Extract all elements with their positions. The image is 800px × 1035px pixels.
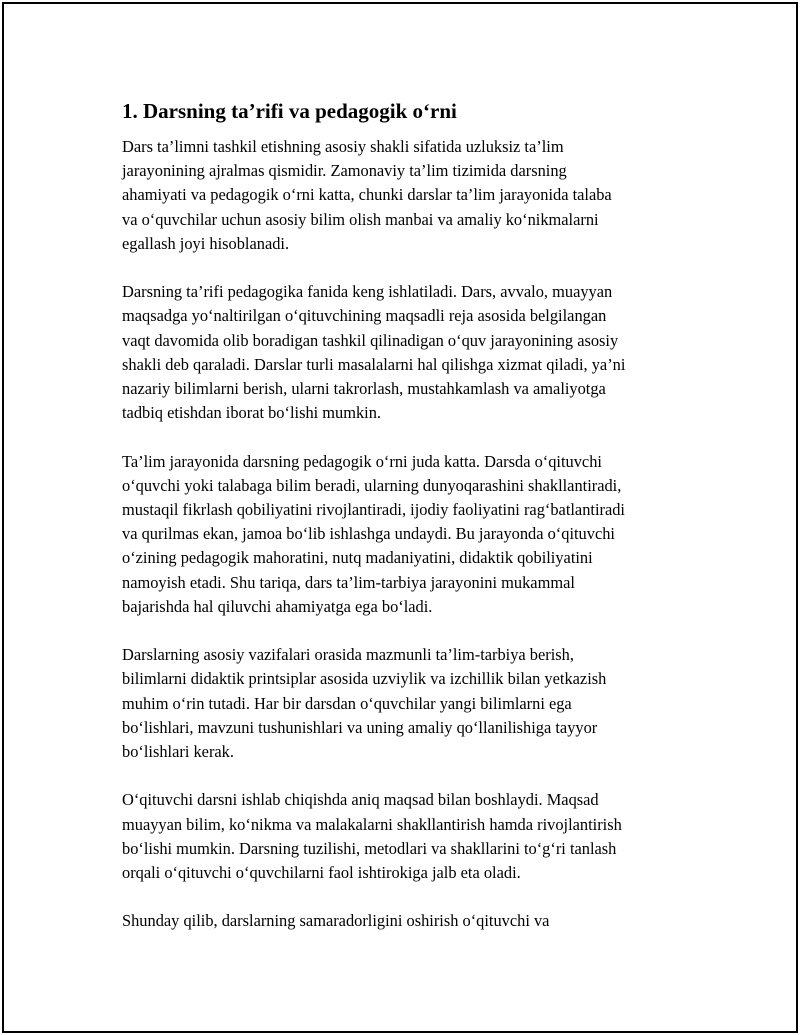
text-line: bo‘lishlari kerak. [122,742,234,762]
paragraph-3 [122,450,702,619]
paragraph-1 [122,135,702,256]
text-line: O‘qituvchi darsni ishlab chiqishda aniq maqsad bilan boshlaydi. Maqsad [122,790,599,810]
text-line: nazariy bilimlarni berish, ularni takrorlash, mustahkamlash va amaliyotga [122,379,606,399]
text-line: bajarishda hal qiluvchi ahamiyatga ega bo‘ladi. [122,596,433,616]
text-line: Ta’lim jarayonida darsning pedagogik o‘rni juda katta. Darsda o‘qituvchi [122,451,602,471]
text-line: Shunday qilib, darslarning samaradorligini oshirish o‘qituvchi va [122,911,550,931]
text-line: ahamiyati va pedagogik o‘rni katta, chunki darslar ta’lim jarayonida talaba [122,185,612,205]
text-line: namoyish etadi. Shu tariqa, dars ta’lim-tarbiya jarayonini mukammal [122,572,575,592]
text-line: bo‘lishlari, mavzuni tushunishlari va uning amaliy qo‘llanilishiga tayyor [122,717,598,737]
text-line: bilimlarni didaktik printsiplar asosida uzviylik va izchillik bilan yetkazish [122,669,607,689]
text-line: muhim o‘rin tutadi. Har bir darsdan o‘quvchilar yangi bilimlarni ega [122,693,572,713]
text-line: o‘zining pedagogik mahoratini, nutq madaniyatini, didaktik qobiliyatini [122,548,593,568]
text-line: Darslarning asosiy vazifalari orasida mazmunli ta’lim-tarbiya berish, [122,645,574,665]
paragraph-6 [122,909,702,933]
text-line: bo‘lishi mumkin. Darsning tuzilishi, metodlari va shakllarini to‘g‘ri tanlash [122,838,617,858]
text-line: va o‘quvchilar uchun asosiy bilim olish manbai va amaliy ko‘nikmalarni [122,209,599,229]
section-heading: 1. Darsning ta’rifi va pedagogik o‘rni [122,99,457,123]
paragraph-2 [122,280,702,425]
text-line: shakli deb qaraladi. Darslar turli masalalarni hal qilishga xizmat qiladi, ya’ni [122,354,626,374]
paragraph-4 [122,643,702,764]
text-line: orqali o‘qituvchi o‘quvchilarni faol ishtirokiga jalb eta oladi. [122,863,521,883]
text-line: egallash joyi hisoblanadi. [122,233,290,253]
text-line: Dars ta’limni tashkil etishning asosiy shakli sifatida uzluksiz ta’lim [122,137,564,156]
text-line: maqsadga yo‘naltirilgan o‘qituvchining maqsadli reja asosida belgilangan [122,306,607,326]
paragraph-5 [122,788,702,885]
text-line: va qurilmas ekan, jamoa bo‘lib ishlashga undaydi. Bu jarayonda o‘qituvchi [122,524,615,544]
text-line: mustaqil fikrlash qobiliyatini rivojlantiradi, ijodiy faoliyatini rag‘batlantiradi [122,500,625,520]
text-line: Darsning ta’rifi pedagogika fanida keng ishlatiladi. Dars, avvalo, muayyan [122,282,613,302]
text-line: o‘quvchi yoki talabaga bilim beradi, ularning dunyoqarashini shakllantiradi, [122,475,622,495]
text-line: vaqt davomida olib boradigan tashkil qilinadigan o‘quv jarayonining asosiy [122,330,619,350]
page-frame [2,2,798,1033]
text-line: tadbiq etishdan iborat bo‘lishi mumkin. [122,403,382,423]
document-body [122,97,702,958]
text-line: muayyan bilim, ko‘nikma va malakalarni shakllantirish hamda rivojlantirish [122,814,622,834]
text-line: jarayonining ajralmas qismidir. Zamonaviy ta’lim tizimida darsning [122,161,567,181]
